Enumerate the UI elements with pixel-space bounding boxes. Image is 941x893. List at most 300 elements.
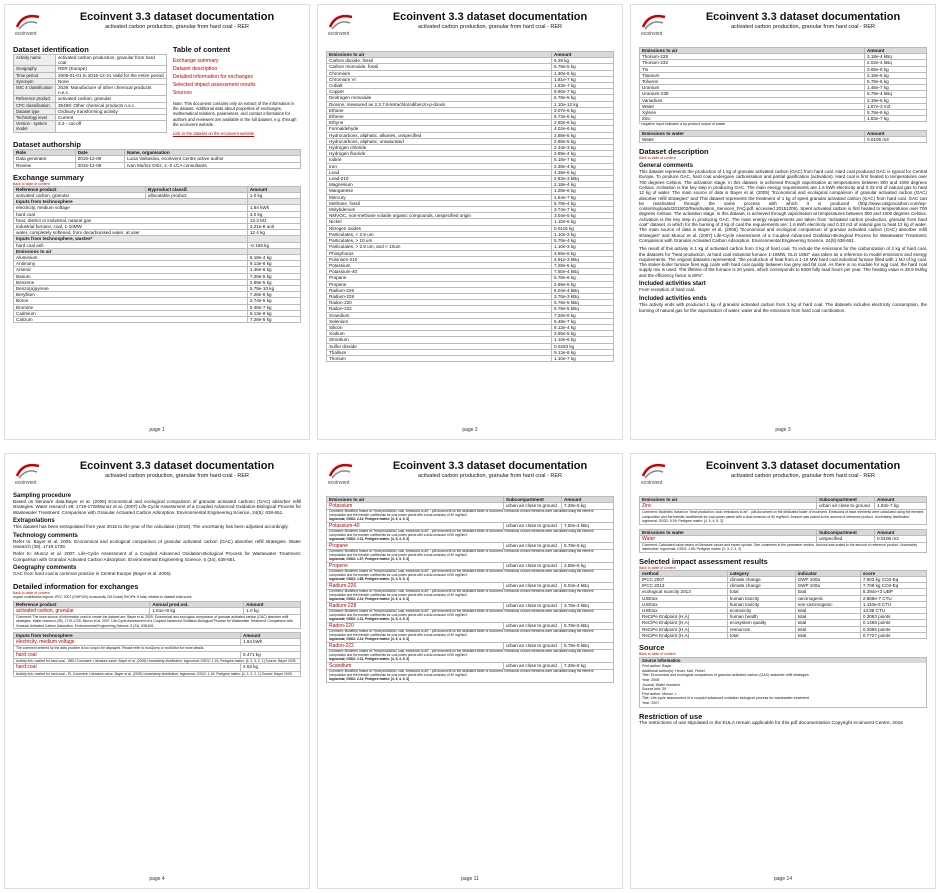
amount-cell: 5.78e-6 kg: [562, 543, 614, 550]
activities-start-text: From reception of hard coal.: [639, 286, 696, 292]
page-number: page 4: [149, 876, 165, 882]
toc-link[interactable]: Exchange summary: [172, 58, 219, 64]
exchange-name[interactable]: activated carbon, granular: [16, 608, 74, 615]
exchange-name: Uranium-238: [640, 91, 865, 97]
source-line: Source info: 39: [642, 687, 667, 692]
section-title: Restriction of use: [639, 711, 703, 721]
amount-cell: 3.0 kg: [247, 211, 300, 217]
table-cell: USEtox: [640, 595, 728, 601]
geography-text: GAC from hard coal is common practice in Central Europe (Bayer et al. 2005).: [13, 571, 172, 577]
toc-link[interactable]: Dataset description: [172, 66, 218, 72]
table-cell: 2015-12-09: [75, 156, 124, 162]
exchange-name: Toluene: [640, 79, 865, 85]
exchange-name: Calcium: [14, 317, 248, 323]
section-title: Selected impact assessment results: [639, 556, 768, 566]
source-line: First author: Bayer: [642, 664, 672, 669]
exchange-name: Cobalt: [327, 83, 552, 89]
identification-row: [14, 121, 167, 132]
document-title: Ecoinvent 3.3 dataset documentation: [392, 11, 588, 23]
uncertainty-text: lognormal; GSD2: 1.57; Pedigree matrix: [3, 3, 5, 5, 3]: [329, 557, 410, 562]
exchange-name[interactable]: Scandium: [329, 662, 352, 669]
amount-cell: 9.13e-8 kg: [552, 349, 614, 355]
exchange-summary-table: [13, 186, 301, 323]
exchange-name: hard coal ash: [14, 242, 248, 248]
exchange-comment: Comment: Calculated value based on literature values and expert opinion. See comments in the parameter section. Amount was scaled to the amount of reference product. Uncertainty distribution: lognormal; GSD2: 1.65; Pedigree matrix: [2, 3, 2, 4, 2]: [640, 543, 927, 553]
table-row: [327, 355, 614, 361]
column-header: Amount: [247, 186, 300, 192]
amount-cell: 5.18e-7 kg: [552, 157, 614, 163]
column-header: Amount: [865, 130, 927, 136]
amount-cell: 1.64e-7 kg: [552, 194, 614, 200]
amount-cell: 5.78e-6 kg: [865, 79, 927, 85]
exchange-name: Propane: [327, 275, 552, 281]
table-cell: 7.709 kg CO2-Eq: [860, 583, 926, 589]
amount-cell: 1.10e-3 kg: [552, 244, 614, 250]
source-line: Additional author(s): Heuer, Karl, Finkel: [642, 668, 705, 673]
ecoinvent-logo: ecoinvent: [13, 11, 47, 37]
subcompartment-cell: urban air close to ground: [504, 662, 562, 669]
impact-legend: Impact contribution legend: IPCC 2007 (GWP100) ecoscarcity 2013 total) ReCiPe H total, relative to dataset total score: [13, 594, 192, 599]
amount-cell: 0.0106 m3: [865, 136, 927, 142]
document-subtitle: activated carbon production, granular from hard coal - RER: [105, 24, 249, 30]
toc-link[interactable]: Selected impact assessment results: [172, 82, 256, 88]
column-header: Role: [14, 150, 76, 156]
amount-cell: 1.83e-7 kg: [552, 83, 614, 89]
column-header: Emissions to air: [640, 48, 865, 54]
exchange-name: Copper: [327, 89, 552, 95]
source-line: Title: Economical and ecological comparison of granular activated carbon (GAC) adsorber refill strategies: [642, 673, 809, 678]
amount-cell: 5.48e-7 kg: [247, 304, 300, 310]
exchange-name: Water: [640, 136, 865, 142]
document-page-4: [4, 453, 310, 889]
amount-cell: 5.48e-7 kg: [552, 318, 614, 324]
table-cell: human toxicity: [727, 601, 795, 607]
exchange-name: Titanium: [640, 72, 865, 78]
table-cell: 0.1468 points: [860, 620, 926, 626]
table-cell: 2.868e-7 CTU: [860, 595, 926, 601]
exchange-name: Thallium: [327, 349, 552, 355]
section-row: Inputs from technosphere: [14, 199, 248, 205]
table-cell: human health: [727, 614, 795, 620]
exchange-comment: Comment: The main source of information used to create the dataset are: Bayer et al. 2005. Economical and ecological comparison of granular activated carbon (GAC) absorber refill strategies. Water research (39), 1719-1728. Munoz et al. 2007. Life-Cycle Assessment of a Coupled Advanced Oxidation-Biological Process for Wastewater Treatment: Comparison with Granular Activated Carbon Adsorption. Environmental Engineering Science, 5 (24), 638-651.: [14, 615, 301, 629]
page-number: page 2: [462, 427, 478, 433]
table-cell: 6.394e+3 UBP: [860, 589, 926, 595]
table-row: [640, 116, 927, 122]
table-cell: total: [795, 626, 860, 632]
subcompartment-cell: urban air close to ground: [504, 562, 562, 569]
amount-cell: 4.91e-3 kBq: [552, 256, 614, 262]
amount-cell: 5.78e-6 kg: [552, 275, 614, 281]
exchange-name: NMVOC, non-methane volatile organic compounds, unspecified origin: [327, 213, 552, 219]
exchange-name: water, completely softened, from decarbonised water, at user: [14, 230, 248, 236]
amount-cell: 2.88e-4 kg: [552, 151, 614, 157]
table-row: [640, 632, 927, 638]
exchange-comment: Comment: Modelled, based on "heat production, coal, emissions to air" - pdf-document on the dedicated folder of ecoinvent. Emissions of trace elements were calculated using the element composition and the transfer coefficients for coal power plants with a dust-emission of 50 mg/Nm3.: [329, 529, 594, 538]
document-subtitle: activated carbon production, granular from hard coal - RER: [418, 473, 562, 479]
exchange-name: Lead-210: [327, 176, 552, 182]
amount-cell: 6.04e-4 kBq: [562, 582, 614, 589]
amount-cell: 2.02e-4 kBq: [865, 60, 927, 66]
back-to-toc-link[interactable]: Back to table of content: [13, 590, 50, 595]
amount-cell: 5.78e-5 kBq: [562, 642, 614, 649]
section-title: Table of content: [172, 45, 231, 54]
subsection-title: General comments: [639, 163, 694, 170]
exchange-comment: Comment: Modelled, based on "heat production, coal, emissions to air" - pdf-document on the dedicated folder of ecoinvent. Emissions of trace elements were calculated using the element composition and the transfer coefficients for coal power plants with a dust-emission of 50 mg/Nm3.: [329, 648, 594, 657]
exchange-name: Scandium: [327, 312, 552, 318]
table-cell: climate change: [727, 583, 795, 589]
field-value: RER (Europe): [56, 66, 167, 72]
amount-cell: 2.88e-5 kg: [552, 138, 614, 144]
exchange-name: Boron: [14, 298, 248, 304]
page-header: [326, 11, 614, 41]
column-header: Byproduct classif.: [146, 186, 248, 192]
amount-cell: 3.21e-8 unit: [247, 224, 300, 230]
amount-cell: 7.50e-4 kBq: [552, 269, 614, 275]
exchange-name: Hydrocarbons, aliphatic, alkanes, unspecified: [327, 132, 552, 138]
field-label: Geography: [14, 66, 56, 72]
page-number: page 11: [461, 876, 479, 882]
table-of-content: [173, 57, 301, 97]
exchange-name: Aluminium: [14, 255, 248, 261]
document-subtitle: activated carbon production, granular from hard coal - RER: [418, 24, 562, 30]
amount-cell: 12.4 kg: [247, 230, 300, 236]
exchange-comment: The comment entered by the data provider is too long to be displayed. Please refer to ecoQuery or ecoEditor for more details.: [14, 646, 301, 651]
source-line: First author: Munoz, I.: [642, 691, 677, 696]
exchange-comment: Comment: Modelled, based on "heat production, coal, emissions to air" - pdf-document on the dedicated folder of ecoinvent. Emissions of trace elements were calculated using the element composition and the transfer coefficients for coal power plants with a dust-emission of 50 mg/Nm3.: [329, 549, 594, 558]
general-comment-paragraph: This dataset represents the production of 1 kg of granular activated carbon (GAC) from hard coal. Hard coal produced GAC is typical for Central Europe. To produce GAC, hard coal undergoes carbonisation and partial gasification (activation). Hard coal is first heated to temperatures over 700 degrees Celsius. The activation stage, in this dataset, is achieved through vaporisation at temperatures between 800 and 1000 degrees Celsius. Activation is the key step in producing GAC. The main energy requirements are 1.6 kWh electricity and 0.33 m3 of natural gas to heat 12 kg of water. The main source of data is Bayer et al. (2005) "Economical and ecological comparison of granular activated carbon (GAC) absorber refill strategies" and This dataset represents the treatment of 1 kg of spent granular activated carbon (GAC) from hard coal. GAC can be reactivated through the same process with which it is produced (http://www.calgoncarbon.com/wp-content/uploads/2015/02/Reactivation_Services_FAQ.pdf, accessed 20151209). Spent activated carbon is first heated to temperatures over 700 degrees Celsius. The activation stage, in this dataset, is achieved through vaporisation at temperatures between 800 and 1000 degrees Celsius. Activation is the key step in producing GAC. The main energy requirements are taken from "activated carbon production, granular from hard coal" dataset, in which for the burning of 3 kg of coal the requirements are: 1.6 kWh electricity and 0.33 m3 of natural gas to heat 12 kg of water. The main source of data is Bayer et al. (2005) "Economical and ecological comparison of granular activated carbon (GAC) absorber refill strategies" and Munoz et al. (2007) Life-Cycle Assessment of a Coupled Advanced Oxidation-Biological Process for Wastewater Treatment: Comparison with Granular Activated Carbon Adsorption. Environmental Engineering Science, 24(5) 638-651.: [639, 169, 927, 243]
exchange-comment: Comment: Modelled, based on "heat production, coal, emissions to air" - pdf-document on the dedicated folder of ecoinvent. Emissions of trace elements were calculated using the element composition and the transfer coefficients for coal power plants with a dust-emission of 50 mg/Nm3.: [329, 628, 594, 637]
amount-cell: 7.28e-5 kg: [552, 262, 614, 268]
dataset-link[interactable]: Link to the dataset on the ecoinvent website: [172, 131, 255, 137]
column-header: category: [727, 570, 795, 576]
exchange-name[interactable]: Potassium-40: [329, 523, 360, 530]
toc-link[interactable]: Detailed information for exchanges: [172, 74, 253, 80]
amount-cell: 1.87e-3 m3: [865, 103, 927, 109]
exchange-name: Benzo(a)pyrene: [14, 286, 248, 292]
table-cell: ReCiPe Endpoint (H,A): [640, 632, 728, 638]
table-cell: human toxicity: [727, 595, 795, 601]
uncertainty-text: lognormal; GSD2: 2.31; Pedigree matrix: [4, 5, 4, 5, 3]: [329, 636, 410, 641]
document-title: Ecoinvent 3.3 dataset documentation: [705, 460, 901, 472]
amount-cell: 5.78e-4 kg: [552, 238, 614, 244]
exchange-name: Manganese: [327, 188, 552, 194]
exchange-name: Cadmium: [14, 310, 248, 316]
amount-cell: 1.10e-6 kg: [552, 337, 614, 343]
amount-cell: 2.89e-6 kg: [562, 562, 614, 569]
exchange-name: Bromine: [14, 304, 248, 310]
page-header: [13, 460, 301, 490]
column-header: Amount: [552, 52, 614, 58]
exchange-name[interactable]: hard coal: [16, 651, 37, 658]
exchange-name: Selenium: [327, 318, 552, 324]
exchange-name: Silicon: [327, 324, 552, 330]
table-cell: ecological scarcity 2013: [640, 589, 728, 595]
field-label: Version - system model: [14, 121, 56, 132]
exchange-name: heat, district or industrial, natural gas: [14, 217, 248, 223]
amount-cell: 1.83e-7 kg: [865, 116, 927, 122]
exchange-name: Sulfur dioxide: [327, 343, 552, 349]
subcompartment-cell: urban air close to ground: [504, 523, 562, 530]
exchange-name: Formaldehyde: [327, 126, 552, 132]
source-line: Year: 2005: [642, 678, 660, 683]
page-header: [639, 11, 927, 41]
ecoinvent-logo: ecoinvent: [13, 460, 47, 486]
footnote: * negative input indicates a by-product output of waste: [639, 122, 726, 127]
exchange-comment: Activity link: market for hard coal - PL Comment: Literature value. Bayer et al. (2005) Uncertainty distribution: lognormal; GSD2: 1.15; Pedigree matrix: [4, 2, 3, 2, 1] Source: Bayer 2005: [14, 671, 301, 676]
amount-cell: 5.78e-10 kg: [247, 286, 300, 292]
page-header: [326, 460, 614, 490]
authorship-table: [13, 149, 301, 169]
table-cell: 0.3063 points: [860, 614, 926, 620]
amount-cell: 3.76e-3 kBq: [562, 602, 614, 609]
back-to-toc-link[interactable]: Back to table of content: [639, 565, 676, 570]
amount-cell: 0.0283 kg: [552, 343, 614, 349]
exchange-name: Nitrogen oxides: [327, 225, 552, 231]
amount-cell: 2.38e-4 kg: [552, 163, 614, 169]
exchange-name: Zinc: [640, 116, 865, 122]
emissions-to-air-table: [326, 51, 614, 362]
table-cell: ReCiPe Endpoint (H,A): [640, 614, 728, 620]
exchange-name: Radium-228: [327, 293, 552, 299]
field-label: Synonym: [14, 78, 56, 84]
exchange-name: Radon-222: [327, 306, 552, 312]
exchange-name[interactable]: Radon-222: [329, 642, 354, 649]
uncertainty-text: lognormal; GSD2: 2.31; Pedigree matrix: [4, 5, 4, 5, 3]: [329, 596, 410, 601]
exchange-name[interactable]: Propane: [329, 543, 348, 550]
exchange-name: Radium-226: [327, 287, 552, 293]
amount-cell: 3.55e-6 kg: [552, 250, 614, 256]
table-cell: 1.0 kg: [247, 193, 300, 199]
amount-cell: 1.28e-6 kg: [552, 188, 614, 194]
table-cell: ReCiPe Endpoint (H,A): [640, 626, 728, 632]
amount-cell: 5.78e-5 kg: [552, 95, 614, 101]
amount-cell: 7.28e-5 kg: [247, 273, 300, 279]
amount-cell: 9.13e-4 kg: [552, 324, 614, 330]
exchange-name: Radon-220: [327, 300, 552, 306]
exchange-name[interactable]: electricity, medium voltage: [16, 639, 75, 646]
uncertainty-text: lognormal; GSD2: 1.65; Pedigree matrix: [3, 3, 5, 5, 1]: [329, 576, 410, 581]
table-row: [14, 317, 301, 323]
table-cell: allocatable product: [146, 193, 248, 199]
exchange-comment: Comment: Modelled, based on "heat production, coal, emissions to air" - pdf-document on the dedicated folder of ecoinvent. Emissions of trace elements were calculated using the element composition and the transfer coefficients for coal power plants with a dust-emission of 50 mg/Nm3.: [329, 589, 594, 597]
table-cell: Review: [14, 162, 76, 168]
ecoinvent-logo: ecoinvent: [326, 11, 360, 37]
table-cell: IPCC 2007: [640, 577, 728, 583]
identification-table: [13, 54, 167, 133]
table-cell: ReCiPe Endpoint (H,A): [640, 620, 728, 626]
amount-cell: 7.28e-8 kg: [552, 312, 614, 318]
exchange-name[interactable]: Potassium: [329, 503, 353, 510]
exchange-name: Ethyne: [327, 120, 552, 126]
section-title: Dataset identification: [13, 45, 89, 54]
exchange-name: Vanadium: [640, 97, 865, 103]
exchange-name: Phosphorus: [327, 250, 552, 256]
amount-cell: 9.60e-7 kg: [552, 89, 614, 95]
document-title: Ecoinvent 3.3 dataset documentation: [79, 11, 275, 23]
amount-cell: 2.19e-5 kg: [865, 72, 927, 78]
exchange-name: Barium: [14, 273, 248, 279]
exchange-comment: Comment: Modelled, based on "heat production, coal, emissions to air" - pdf-document on the dedicated folder of ecoinvent. Emissions of trace elements were calculated using the element composition and the transfer coefficients for coal power plants with a dust-emission of 50 mg/Nm3.: [329, 509, 594, 518]
exchange-name: Xylene: [640, 110, 865, 116]
page-header: [639, 460, 927, 490]
amount-cell: 4.02e-6 kg: [552, 126, 614, 132]
table-cell: 0.7727 points: [860, 632, 926, 638]
source-list: [640, 663, 926, 706]
extrapolation-text: This dataset has been extrapolated from year 2015 to the year of the calculation (2016). The uncertainty has been adjusted accordingly.: [13, 524, 289, 530]
exchange-name: Water: [640, 103, 865, 109]
technology-text: Refer to: Munoz et al. 2007. Life-Cycle Assessment of a Coupled Advanced Oxidation-Biological Process for Wastewater Treatment: Comparison with Granular Activated Carbon Adsorption. Environmental Engineering Science, 5 (24), 638-651.: [13, 551, 301, 562]
amount-cell: 3.76e-3 kBq: [552, 293, 614, 299]
field-value: Ordinary transforming activity: [56, 108, 167, 114]
exchange-name: Potassium-40: [327, 269, 552, 275]
exchange-comment: Comment: Modelled, based on "heat production, coal, emissions to air" - pdf-document on the dedicated folder of ecoinvent. Emissions of trace elements were calculated using the element composition and the transfer coefficients for coal power plants with a dust-emission of 50 mg/Nm3. Amount was scaled to the amount of reference product. Uncertainty distribution: lognormal; GSD2: 5.09; Pedigree matrix: [4, 5, 4, 5, 3]: [640, 510, 927, 524]
subsection-title: Extrapolations: [13, 518, 55, 525]
amount-cell: 9.13e-8 kg: [247, 261, 300, 267]
subcompartment-cell: urban air close to ground: [504, 543, 562, 550]
field-label: ISIC 4 classification: [14, 85, 56, 96]
exchange-name: Thorium: [327, 355, 552, 361]
table-cell: total: [795, 620, 860, 626]
table-cell: Data generator: [14, 156, 76, 162]
amount-cell: 9.13e-8 kg: [247, 310, 300, 316]
amount-cell: 5.78e-5 kBq: [552, 306, 614, 312]
exchange-name[interactable]: Radium-228: [329, 602, 357, 609]
uncertainty-text: lognormal; GSD2: 2.31; Pedigree matrix: [4, 5, 4, 5, 3]: [329, 656, 410, 661]
table-row: [327, 213, 614, 219]
exchange-name[interactable]: Radium-226: [329, 582, 357, 589]
exchange-name: Tin: [640, 66, 865, 72]
general-comment-paragraph: The result of this activity is 1 kg of activated carbon from 3 kg of hard coal. To include the emissions for the carbonization of 2 kg of hard coal, the datasets for "heat production, at hard coal industrial furnace 1-10MW, GLO 1992" was taken as a reference to model emissions and energy requirements. The original datasets represented: "the production of heat from a 1-10 MW hard coal industrial furnace filled with 1 MJ of kg coal. The stoker-boiler furnace fires egg coals with hard coal quality between low grey and fat coal. As there is no module for egg coal, the hard coal supply mix is used. The lifetime of the furnace is 20 years, which corresponds to 5000 fully load hours per year. The heating value is 28.9 MJ/kg and the efficiency factor is 80%".: [639, 246, 927, 278]
exchange-comment: Comment: Modelled, based on "heat production, coal, emissions to air" - pdf-document on the dedicated folder of ecoinvent. Emissions of trace elements were calculated using the element composition and the transfer coefficients for coal power plants with a dust-emission of 50 mg/Nm3.: [329, 569, 594, 578]
amount-cell: 7.28e-5 kg: [247, 317, 300, 323]
exchange-name: Methane, fossil: [327, 200, 552, 206]
exchange-name: hard coal: [14, 211, 248, 217]
table-cell: 1.110e-6 CTU: [860, 601, 926, 607]
table-cell: USEtox: [640, 608, 728, 614]
exchange-name: Arsenic: [14, 267, 248, 273]
table-cell: Ivan Muñoz Ortiz, 2.-0 LCA consultants: [125, 162, 301, 168]
amount-cell: 1.30e-6 kg: [552, 70, 614, 76]
amount-cell: 2.34e-3 kg: [552, 145, 614, 151]
back-to-toc-link[interactable]: Back to table of content: [639, 652, 676, 657]
exchange-name: Particulates, > 2.5 um, and < 10um: [327, 244, 552, 250]
page-header: [13, 11, 301, 41]
document-title: Ecoinvent 3.3 dataset documentation: [705, 11, 901, 23]
column-header: Subcompartment: [504, 497, 562, 503]
exchange-name: Mercury: [327, 194, 552, 200]
table-row: [14, 193, 301, 199]
ecoinvent-logo: ecoinvent: [639, 11, 673, 37]
table-row: [14, 162, 301, 168]
exchange-name: Ethane: [327, 107, 552, 113]
exchange-name[interactable]: Radon-220: [329, 622, 354, 629]
column-header: indicator: [795, 570, 860, 576]
column-header: Emissions to water: [640, 130, 865, 136]
page-number: page 14: [773, 876, 793, 882]
subsection-title: Technology comments: [13, 532, 78, 539]
exchange-name: Hydrocarbons, aliphatic, unsaturated: [327, 138, 552, 144]
zinc-emission-table: Emissions to air Subcompartment Amount Zinc urban air close to ground 1.83e-7 kg Comment: Modelled, based on "heat production, coal, emissions to air" - pdf-document on the dedicated folder of ecoinvent. Emissions of trace elements were calculated using the element composition and the transfer coefficients for coal power plants with a dust-emission of 50 mg/Nm3. Amount was scaled to the amount of reference product. Uncertainty distribution: lognormal; GSD2: 5.09; Pedigree matrix: [4, 5, 4, 5, 3]: [639, 496, 927, 525]
source-line: Year: 2007: [642, 701, 660, 706]
table-cell: Lucia Valsasina, ecoinvent Centre active author: [125, 156, 301, 162]
exchange-name: Nickel: [327, 219, 552, 225]
exchange-name: Magnesium: [327, 182, 552, 188]
table-cell: 0.2955 points: [860, 626, 926, 632]
sampling-text: Based on literature data:Bayer et al. (2005) Economical and ecological comparison of granular activated carbonn (GAC) absorber refill strategies. Water research 39: 1719-1728Munoz et al. (2007) Life-Cycle Assessment of a Coupled Advanced Oxidation-Biological Process for Wastewater Treatment: Comparison with Granular Activated Carbon Adsorption. Environmental Engineering Science, 24(5): 638-651.: [13, 499, 301, 515]
amount-cell: 5.78e-4 kg: [552, 200, 614, 206]
table-cell: 13.88 CTU: [860, 608, 926, 614]
amount-cell: 3.65e-5 kg: [552, 331, 614, 337]
amount-cell: 6.18e-4 kg: [247, 255, 300, 261]
column-header: Emissions to air: [327, 52, 552, 58]
column-header: Amount: [865, 48, 927, 54]
table-cell: ecotoxicity: [727, 608, 795, 614]
amount-cell: 5.78e-5 kBq: [552, 300, 614, 306]
document-subtitle: activated carbon production, granular from hard coal - RER: [105, 473, 249, 479]
exchange-name[interactable]: Water: [642, 535, 656, 542]
document-title: Ecoinvent 3.3 dataset documentation: [392, 460, 588, 472]
exchange-name: Dinitrogen monoxide: [327, 95, 552, 101]
exchange-name[interactable]: hard coal: [16, 664, 37, 671]
toc-link[interactable]: Sources: [172, 90, 192, 96]
field-label: CPC classification: [14, 102, 56, 108]
amount-cell: 5.78e-4 kBq: [865, 91, 927, 97]
subsection-title: Sampling procedure: [13, 493, 72, 499]
uncertainty-text: lognormal; GSD2: 2.31; Pedigree matrix: [4, 5, 4, 5, 3]: [329, 676, 410, 681]
table-cell: total: [795, 608, 860, 614]
amount-cell: 2.88e-5 kg: [552, 132, 614, 138]
exchange-name: Particulates, < 2.5 um: [327, 231, 552, 237]
amount-cell: 3.74e-7 kg: [552, 207, 614, 213]
amount-cell: 7.28e-8 kg: [247, 292, 300, 298]
table-cell: 7.603 kg CO2-Eq: [860, 577, 926, 583]
exchange-name: Benzene: [14, 279, 248, 285]
table-cell: IPCC 2013: [640, 583, 728, 589]
amount-cell: 7.28e-8 kg: [562, 662, 614, 669]
amount-cell: 2.50e-6 kg: [552, 120, 614, 126]
exchange-name: industrial furnace, coal, 1-10MW: [14, 224, 248, 230]
emissions-to-air-table: [639, 47, 927, 122]
exchange-name: electricity, medium voltage: [14, 205, 248, 211]
table-cell: 2015-12-09: [75, 162, 124, 168]
amount-cell: -0.168 kg: [247, 242, 300, 248]
amount-cell: 2.18e-4 kg: [552, 182, 614, 188]
table-cell: total: [727, 589, 795, 595]
section-title: Source: [639, 643, 665, 653]
exchange-name: Chromium VI: [327, 76, 552, 82]
table-cell: total: [795, 589, 860, 595]
table-cell: resources: [727, 626, 795, 632]
document-page-3: [630, 4, 936, 440]
back-to-toc-link[interactable]: Back to table of content: [13, 181, 50, 186]
exchange-name[interactable]: Propene: [329, 562, 348, 569]
exchange-name: Propene: [327, 281, 552, 287]
amount-cell: 7.50e-4 kBq: [562, 523, 614, 530]
back-to-toc-link[interactable]: Back to table of content: [639, 156, 676, 161]
column-header: Name, organisation: [125, 150, 301, 156]
uncertainty-text: lognormal; GSD2: 2.31; Pedigree matrix: [4, 5, 4, 5, 3]: [329, 537, 410, 542]
exchange-name: Iron: [327, 163, 552, 169]
exchange-name[interactable]: Zinc: [642, 503, 652, 510]
exchange-name: Thorium-228: [640, 54, 865, 60]
column-header: Reference product: [14, 186, 146, 192]
table-cell: carcinogenic: [795, 595, 860, 601]
exchange-name: Polonium-210: [327, 256, 552, 262]
table-cell: GWP 100a: [795, 583, 860, 589]
amount-cell: 1.10e-12 kg: [552, 101, 614, 107]
technology-text: Refer to: Bayer et al. 2005. Economical and ecological comparison of granular activated carbon (GAC) absorber refill strategies. Water research (39), 1719-1728.: [13, 538, 301, 550]
note-text: Note: This document contains only an extract of the information in the dataset. Additional data about properties of exchanges, mathematical relations, parameters, and contact information for authors and reviewers are available in the full dataset, e.g. through the ecoinvent website.: [172, 101, 297, 127]
